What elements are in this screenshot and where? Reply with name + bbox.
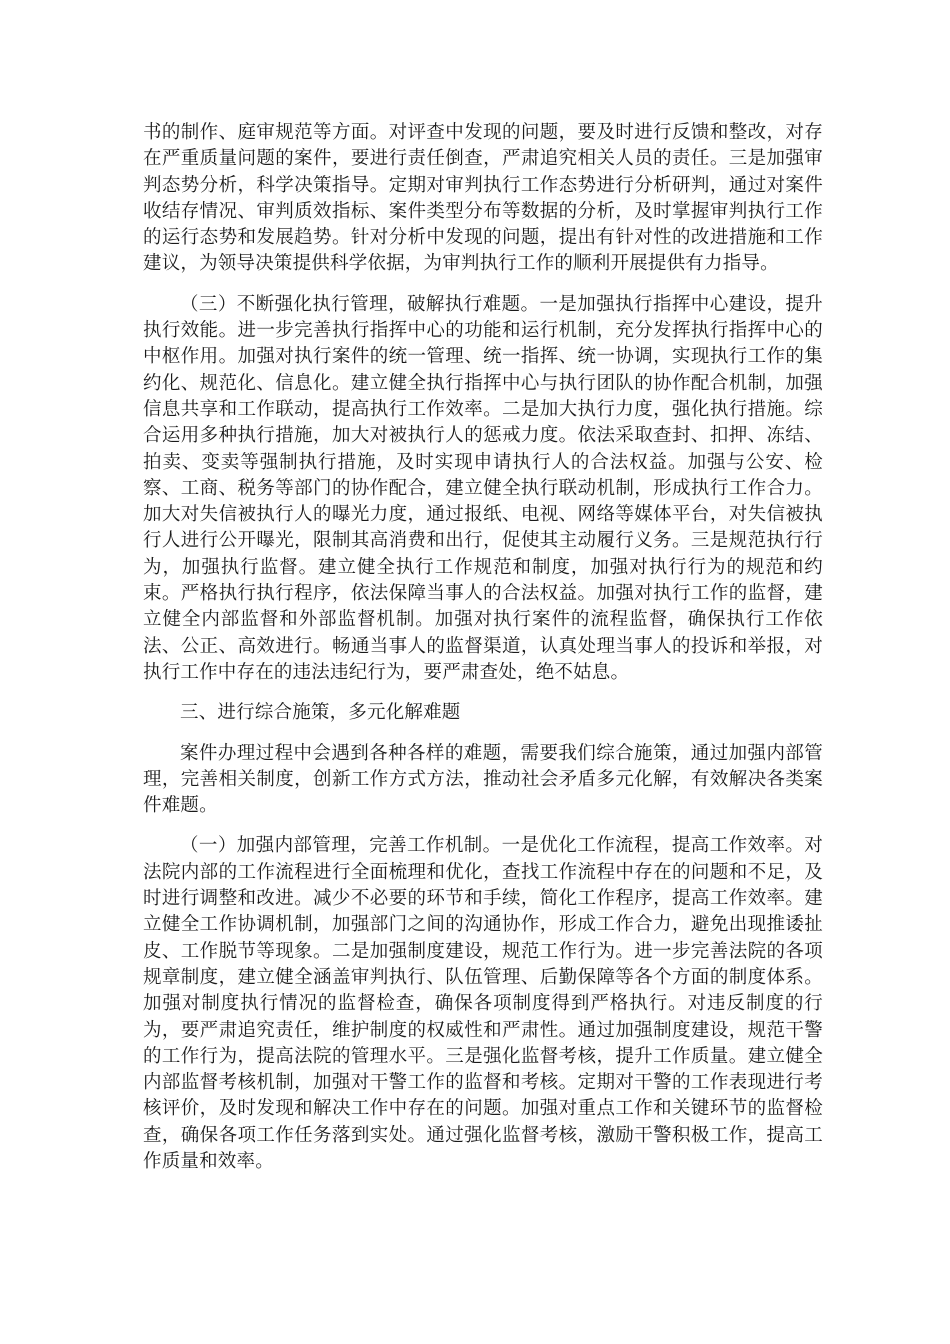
- section-heading: 三、进行综合施策，多元化解难题: [180, 702, 461, 724]
- document-page: [143, 120, 823, 1189]
- body-paragraph-3: 案件办理过程中会遇到各种各样的难题，需要我们综合施策，通过加强内部管理，完善相关制度，创新工作方式方法，推动社会矛盾多元化解，有效解决各类案件难题。: [143, 742, 823, 817]
- body-paragraph-2: （三）不断强化执行管理，破解执行难题。一是加强执行指挥中心建设，提升执行效能。进一步完善执行指挥中心的功能和运行机制，充分发挥执行指挥中心的中枢作用。加强对执行案件的统一管理、统一指挥、统一协调，实现执行工作的集约化、规范化、信息化。建立健全执行指挥中心与执行团队的协作配合机制，加强信息共享和工作联动，提高执行工作效率。二是加大执行力度，强化执行措施。综合运用多种执行措施，加大对被执行人的惩戒力度。依法采取查封、扣押、冻结、拍卖、变卖等强制执行措施，及时实现申请执行人的合法权益。加强与公安、检察、工商、税务等部门的协作配合，建立健全执行联动机制，形成执行工作合力。加大对失信被执行人的曝光力度，通过报纸、电视、网络等媒体平台，对失信被执行人进行公开曝光，限制其高消费和出行，促使其主动履行义务。三是规范执行行为，加强执行监督。建立健全执行工作规范和制度，加强对执行行为的规范和约束。严格执行执行程序，依法保障当事人的合法权益。加强对执行工作的监督，建立健全内部监督和外部监督机制。加强对执行案件的流程监督，确保执行工作依法、公正、高效进行。畅通当事人的监督渠道，认真处理当事人的投诉和举报，对执行工作中存在的违法违纪行为，要严肃查处，绝不姑息。: [143, 293, 823, 683]
- body-paragraph-1: 书的制作、庭审规范等方面。对评查中发现的问题，要及时进行反馈和整改，对存在严重质量问题的案件，要进行责任倒查，严肃追究相关人员的责任。三是加强审判态势分析，科学决策指导。定期对审判执行工作态势进行分析研判，通过对案件收结存情况、审判质效指标、案件类型分布等数据的分析，及时掌握审判执行工作的运行态势和发展趋势。针对分析中发现的问题，提出有针对性的改进措施和工作建议，为领导决策提供科学依据，为审判执行工作的顺利开展提供有力指导。: [143, 122, 823, 275]
- body-paragraph-4: （一）加强内部管理，完善工作机制。一是优化工作流程，提高工作效率。对法院内部的工作流程进行全面梳理和优化，查找工作流程中存在的问题和不足，及时进行调整和改进。减少不必要的环节和手续，简化工作程序，提高工作效率。建立健全工作协调机制，加强部门之间的沟通协作，形成工作合力，避免出现推诿扯皮、工作脱节等现象。二是加强制度建设，规范工作行为。进一步完善法院的各项规章制度，建立健全涵盖审判执行、队伍管理、后勤保障等各个方面的制度体系。加强对制度执行情况的监督检查，确保各项制度得到严格执行。对违反制度的行为，要严肃追究责任，维护制度的权威性和严肃性。通过加强制度建设，规范干警的工作行为，提高法院的管理水平。三是强化监督考核，提升工作质量。建立健全内部监督考核机制，加强对干警工作的监督和考核。定期对干警的工作表现进行考核评价，及时发现和解决工作中存在的问题。加强对重点工作和关键环节的监督检查，确保各项工作任务落到实处。通过强化监督考核，激励干警积极工作，提高工作质量和效率。: [143, 835, 823, 1172]
